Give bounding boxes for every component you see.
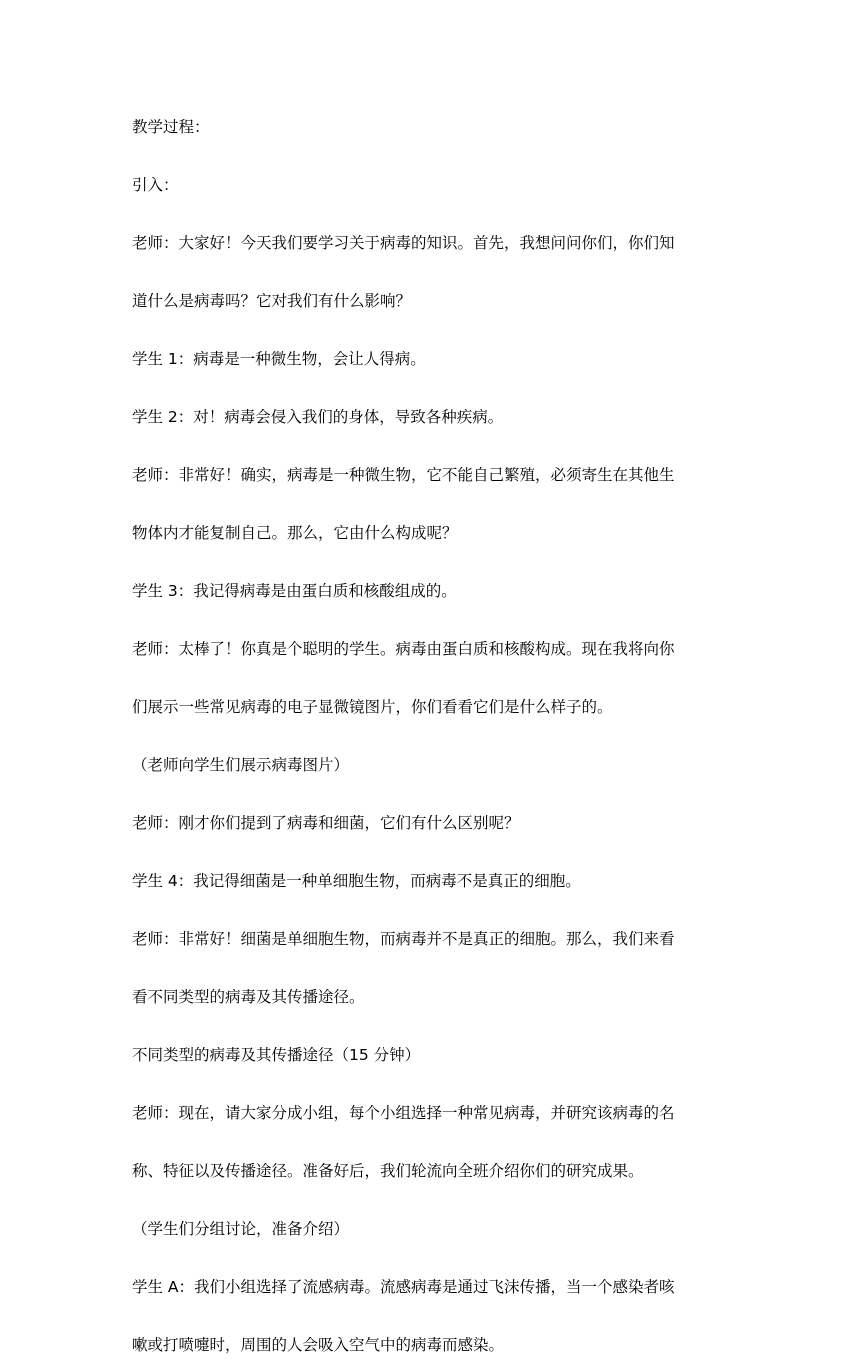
paragraph-line: 看不同类型的病毒及其传播途径。: [132, 988, 365, 1006]
paragraph-line: 老师：非常好！确实，病毒是一种微生物，它不能自己繁殖，必须寄生在其他生: [132, 466, 675, 484]
paragraph-line: 学生 2：对！病毒会侵入我们的身体，导致各种疾病。: [132, 408, 504, 426]
paragraph-line: 嗽或打喷嚏时，周围的人会吸入空气中的病毒而感染。: [132, 1336, 505, 1354]
heading-teaching-process: 教学过程：: [132, 118, 210, 136]
paragraph-line: 老师：现在，请大家分成小组，每个小组选择一种常见病毒，并研究该病毒的名: [132, 1104, 675, 1122]
paragraph-line: 学生 A：我们小组选择了流感病毒。流感病毒是通过飞沫传播，当一个感染者咳: [132, 1278, 675, 1296]
section-heading: 不同类型的病毒及其传播途径（15 分钟）: [132, 1046, 421, 1064]
paragraph-line: 老师：非常好！细菌是单细胞生物，而病毒并不是真正的细胞。那么，我们来看: [132, 930, 675, 948]
document-body: [132, 112, 732, 1361]
paragraph-line: 们展示一些常见病毒的电子显微镜图片，你们看看它们是什么样子的。: [132, 698, 613, 716]
paragraph-line: 学生 3：我记得病毒是由蛋白质和核酸组成的。: [132, 582, 457, 600]
paragraph-line: 称、特征以及传播途径。准备好后，我们轮流向全班介绍你们的研究成果。: [132, 1162, 644, 1180]
paragraph-line: （学生们分组讨论，准备介绍）: [132, 1220, 350, 1238]
paragraph-line: 老师：大家好！今天我们要学习关于病毒的知识。首先，我想问问你们，你们知: [132, 234, 675, 252]
paragraph-line: 老师：太棒了！你真是个聪明的学生。病毒由蛋白质和核酸构成。现在我将向你: [132, 640, 675, 658]
paragraph-line: 老师：刚才你们提到了病毒和细菌，它们有什么区别呢？: [132, 814, 520, 832]
paragraph-line: 学生 1：病毒是一种微生物，会让人得病。: [132, 350, 426, 368]
paragraph-line: 道什么是病毒吗？它对我们有什么影响？: [132, 292, 412, 310]
paragraph-line: 学生 4：我记得细菌是一种单细胞生物，而病毒不是真正的细胞。: [132, 872, 581, 890]
paragraph-line: 物体内才能复制自己。那么，它由什么构成呢？: [132, 524, 458, 542]
paragraph-line: （老师向学生们展示病毒图片）: [132, 756, 350, 774]
heading-introduction: 引入：: [132, 176, 179, 194]
